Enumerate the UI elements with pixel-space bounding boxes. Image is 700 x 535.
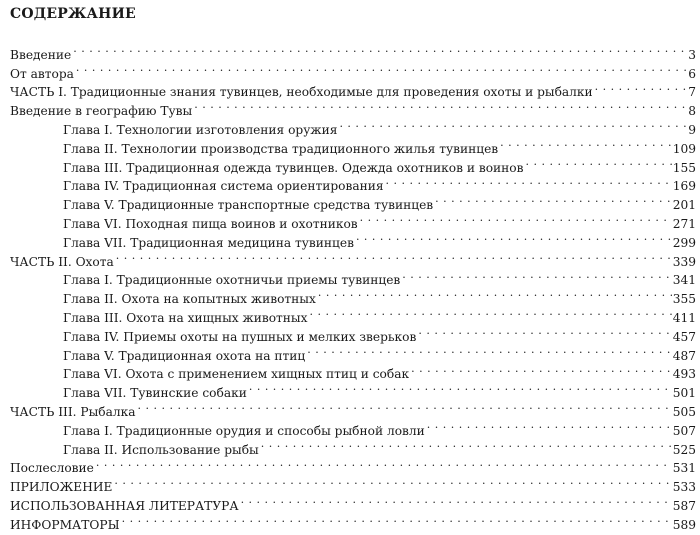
toc-section-entry <box>10 472 696 495</box>
toc-entry-page-number: 169 <box>672 179 696 194</box>
toc-entry-label: ИСПОЛЬЗОВАННАЯ ЛИТЕРАТУРА <box>10 498 239 513</box>
toc-dot-leader <box>241 491 672 510</box>
toc-dot-leader <box>122 510 672 529</box>
toc-entry-label: Глава VI. Охота с применением хищных птиц и собак <box>63 367 410 382</box>
toc-dot-leader <box>356 228 672 247</box>
toc-dot-leader <box>96 454 672 473</box>
toc-dot-leader <box>310 303 672 322</box>
toc-dot-leader <box>595 78 688 97</box>
toc-entry-page-number: 531 <box>672 461 696 476</box>
toc-entry-label: От автора <box>10 66 74 81</box>
toc-entry-label: Глава IV. Приемы охоты на пушных и мелких зверьков <box>63 329 417 344</box>
toc-dot-leader <box>249 378 672 397</box>
toc-entry-page-number: 3 <box>688 47 696 62</box>
toc-entry-page-number: 493 <box>672 367 696 382</box>
toc-dot-leader <box>339 115 687 134</box>
toc-entry-page-number: 533 <box>672 480 696 495</box>
toc-entry-label: Послесловие <box>10 461 94 476</box>
toc-entry-label: ИНФОРМАТОРЫ <box>10 517 120 532</box>
toc-list <box>10 40 696 532</box>
toc-dot-leader <box>194 96 687 115</box>
toc-entry-label: Глава II. Технологии производства традиционного жилья тувинцев <box>63 141 499 156</box>
toc-dot-leader <box>411 360 672 379</box>
toc-dot-leader <box>114 472 671 491</box>
toc-entry-page-number: 587 <box>672 498 696 513</box>
toc-entry-page-number: 7 <box>688 85 696 100</box>
toc-dot-leader <box>386 172 672 191</box>
toc-entry-page-number: 6 <box>688 66 696 81</box>
toc-dot-leader <box>402 266 671 285</box>
toc-entry-label: Глава VII. Традиционная медицина тувинцев <box>63 235 354 250</box>
toc-entry-page-number: 271 <box>672 216 696 231</box>
toc-entry-page-number: 155 <box>672 160 696 175</box>
toc-entry-page-number: 8 <box>688 104 696 119</box>
toc-title: СОДЕРЖАНИЕ <box>10 6 136 22</box>
toc-entry-label: Глава VI. Походная пища воинов и охотников <box>63 216 358 231</box>
toc-entry-label: Глава II. Использование рыбы <box>63 442 259 457</box>
toc-entry-page-number: 341 <box>672 273 696 288</box>
toc-entry-label: Глава III. Традиционная одежда тувинцев. Одежда охотников и воинов <box>63 160 524 175</box>
toc-dot-leader <box>73 40 687 59</box>
toc-entry-page-number: 505 <box>672 404 696 419</box>
toc-entry-label: Глава I. Технологии изготовления оружия <box>63 122 338 137</box>
toc-entry-page-number: 339 <box>672 254 696 269</box>
toc-entry-page-number: 9 <box>688 122 696 137</box>
toc-section-entry <box>10 40 696 62</box>
toc-entry-label: Глава V. Традиционная охота на птиц <box>63 348 306 363</box>
toc-entry-label: ПРИЛОЖЕНИЕ <box>10 480 113 495</box>
toc-section-entry <box>10 59 696 81</box>
toc-entry-label: Глава VII. Тувинские собаки <box>63 386 247 401</box>
toc-dot-leader <box>318 284 672 303</box>
toc-entry-page-number: 501 <box>672 386 696 401</box>
toc-dot-leader <box>261 435 672 454</box>
toc-entry-label: Глава III. Охота на хищных животных <box>63 310 308 325</box>
toc-entry-page-number: 525 <box>672 442 696 457</box>
toc-section-entry <box>10 454 696 476</box>
toc-dot-leader <box>360 209 672 228</box>
toc-dot-leader <box>138 397 672 416</box>
toc-entry-label: Глава I. Традиционные орудия и способы рыбной ловли <box>63 423 425 438</box>
toc-entry-label: Глава V. Традиционные транспортные средства тувинцев <box>63 198 434 213</box>
toc-entry-page-number: 487 <box>672 348 696 363</box>
toc-dot-leader <box>307 341 672 360</box>
toc-entry-label: Введение <box>10 47 72 62</box>
toc-entry-page-number: 457 <box>672 329 696 344</box>
toc-entry-label: Глава IV. Традиционная система ориентирования <box>63 179 384 194</box>
toc-dot-leader <box>116 247 672 266</box>
toc-dot-leader <box>500 134 672 153</box>
toc-entry-label: Введение в географию Тувы <box>10 104 193 119</box>
toc-entry-page-number: 507 <box>672 423 696 438</box>
toc-entry-page-number: 411 <box>672 310 696 325</box>
toc-entry-label: Глава II. Охота на копытных животных <box>63 292 316 307</box>
toc-dot-leader <box>427 416 672 435</box>
toc-entry-page-number: 299 <box>672 235 696 250</box>
toc-entry-label: ЧАСТЬ I. Традиционные знания тувинцев, необходимые для проведения охоты и рыбалки <box>10 85 593 100</box>
toc-entry-page-number: 589 <box>672 517 696 532</box>
toc-dot-leader <box>76 59 687 78</box>
toc-dot-leader <box>435 190 672 209</box>
toc-entry-page-number: 201 <box>672 198 696 213</box>
toc-entry-label: ЧАСТЬ III. Рыбалка <box>10 404 136 419</box>
toc-entry-label: Глава I. Традиционные охотничьи приемы тувинцев <box>63 273 401 288</box>
toc-section-entry <box>10 78 696 100</box>
toc-dot-leader <box>526 153 672 172</box>
toc-entry-label: ЧАСТЬ II. Охота <box>10 254 114 269</box>
toc-entry-page-number: 355 <box>672 292 696 307</box>
toc-dot-leader <box>418 322 671 341</box>
toc-entry-page-number: 109 <box>672 141 696 156</box>
